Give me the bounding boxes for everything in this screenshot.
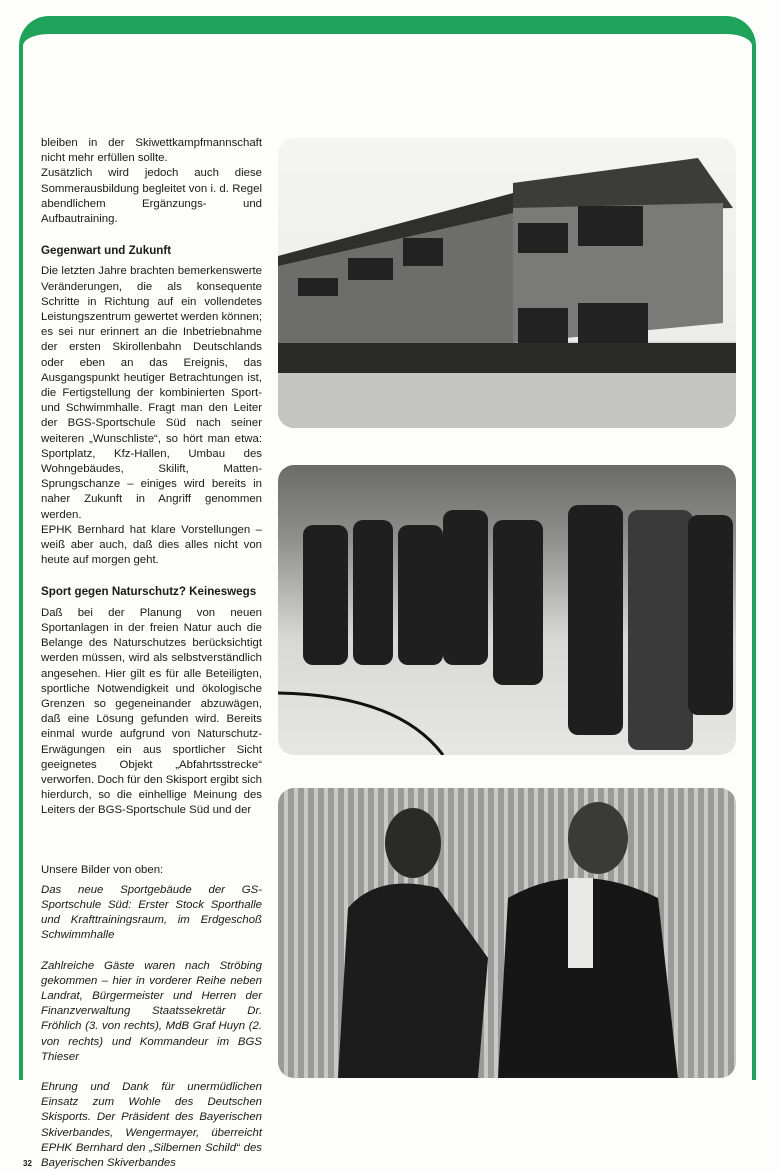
text-column bbox=[23, 136, 262, 1171]
section-heading: Sport gegen Naturschutz? Keineswegs bbox=[41, 585, 257, 599]
photo-sports-building bbox=[278, 138, 736, 428]
caption-3-wrap bbox=[23, 1080, 262, 1171]
section-heading: Gegenwart und Zukunft bbox=[41, 244, 172, 258]
caption-1: Das neue Sportgebäude der GS-Sportschule Süd: Erster Stock Sporthalle und Krafttrainingsraum, im Erdgeschoß Schwimmhalle bbox=[41, 883, 262, 942]
article-column bbox=[41, 136, 262, 819]
caption-intro: Unsere Bilder von oben: bbox=[41, 863, 164, 876]
caption-3: Ehrung und Dank für unermüdlichen Einsatz zum Wohle des Deutschen Skisports. Der Präsident des Bayerischen Skiverbandes, Wengermayer, überreicht EPHK Bernhard den „Silbernen Schild“ des Bayerischen Skiverbandes bbox=[41, 1080, 262, 1169]
caption-2: Zahlreiche Gäste waren nach Ströbing gekommen – hier in vorderer Reihe neben Landrat, Bürgermeister und Herren der Finanzverwaltung Staatssekretär Dr. Fröhlich (3. von rechts), MdB Graf Huyn (2. von rechts) und Kommandeur im BGS Thieser bbox=[41, 959, 262, 1063]
green-frame-left bbox=[19, 50, 23, 1080]
paragraph: bleiben in der Skiwettkampfmannschaft nicht mehr erfüllen sollte. bbox=[41, 137, 262, 165]
page-number: 32 bbox=[23, 1159, 32, 1169]
photo-guests bbox=[278, 465, 736, 755]
green-frame-right bbox=[752, 50, 756, 1080]
paragraph: Die letzten Jahre brachten bemerkenswerte Veränderungen, die als konsequente Schritte in Richtung auf ein vollendetes Leistungszentrum gewertet werden können; es sei nur erinnert an die Inbetriebnahme der ersten Skirollenbahn Deutschlands oder eben an das Ereignis, das Ausgangspunkt heutiger Betrachtungen ist, die Fertigstellung der kombinierten Sport- und Schwimmhalle. Fragt man den Leiter der BGS-Sportschule Süd nach seiner weiteren „Wunschliste“, so hört man etwa: Sportplatz, Kfz-Hallen, Umbau des Wohngebäudes, Skilift, Matten-Sprungschanze – einiges wird bereits in naher Zukunft in Angriff genommen werden. bbox=[41, 265, 262, 521]
captions bbox=[23, 863, 262, 1171]
paragraph: Daß bei der Planung von neuen Sportanlagen in der freien Natur auch die Belange des Naturschutzes berücksichtigt werden müssen, wird als selbstverständlich angesehen. Hier gilt es für alle Beteiligten, sportliche Notwendigkeit und ökologische Grenzen so gegeneinander abzuwägen, daß eine Lösung gefunden wird. Bereits einmal wurde aufgrund von Naturschutz-Erwägungen ein aus sportlicher Sicht geeignetes Objekt „Abfahrtsstrecke“ verworfen. Doch für den Skisport ergibt sich hierdurch, so die einhellige Meinung des Leiters der BGS-Sportschule Süd und der bbox=[41, 606, 262, 817]
photo-award-ceremony bbox=[278, 788, 736, 1078]
paragraph: Zusätzlich wird jedoch auch diese Sommerausbildung begleitet von i. d. Regel abendlichem Ergänzungs- und Aufbautraining. bbox=[41, 167, 262, 226]
green-frame-top bbox=[19, 16, 756, 56]
paragraph: EPHK Bernhard hat klare Vorstellungen – weiß aber auch, daß dies alles nicht von heute auf morgen geht. bbox=[41, 523, 262, 567]
